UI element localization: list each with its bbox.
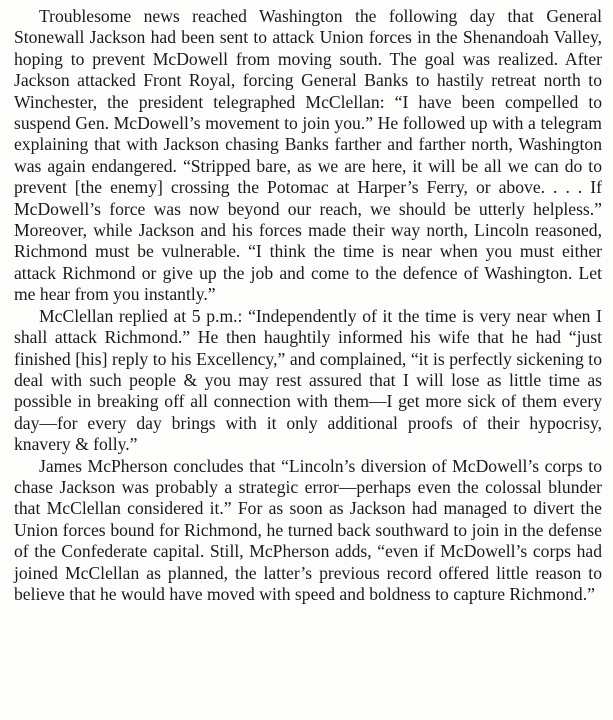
paragraph-mcclellan-reply: McClellan replied at 5 p.m.: “Independently of it the time is very near when I shall attack Richmond.” He then haughtily informed his wife that he had “just finished [his] reply to his Excellency,” and complained, “it is perfectly sickening to deal with such people & you may rest assured that I will lose as little time as possible in breaking off all connection with them—I get more sick of them every day—for every day brings with it only additional proofs of their hypocrisy, knavery & folly.” (14, 305, 602, 455)
paragraph-jackson-valley: Troublesome news reached Washington the following day that General Stonewall Jackson had been sent to attack Union forces in the Shenandoah Valley, hoping to prevent McDowell from moving south. The goal was realized. After Jackson attacked Front Royal, forcing General Banks to hastily retreat north to Winchester, the president telegraphed McClellan: “I have been compelled to suspend Gen. McDowell’s movement to join you.” He followed up with a telegram explaining that with Jackson chasing Banks farther and farther north, Washington was again endangered. “Stripped bare, as we are here, it will be all we can do to prevent [the enemy] crossing the Potomac at Harper’s Ferry, or above. . . . If McDowell’s force was now beyond our reach, we should be utterly helpless.” Moreover, while Jackson and his forces made their way north, Lincoln reasoned, Richmond must be vulnerable. “I think the time is near when you must either attack Richmond or give up the job and come to the defence of Washington. Let me hear from you instantly.” (14, 6, 602, 305)
paragraph-mcpherson-conclusion: James McPherson concludes that “Lincoln’s diversion of McDowell’s corps to chase Jackson was probably a strategic error—perhaps even the colossal blunder that McClellan considered it.” For as soon as Jackson had managed to divert the Union forces bound for Richmond, he turned back southward to join in the defense of the Confederate capital. Still, McPherson adds, “even if McDowell’s corps had joined McClellan as planned, the latter’s previous record offered little reason to believe that he would have moved with speed and boldness to capture Richmond.” (14, 455, 602, 604)
body-text (14, 6, 602, 605)
